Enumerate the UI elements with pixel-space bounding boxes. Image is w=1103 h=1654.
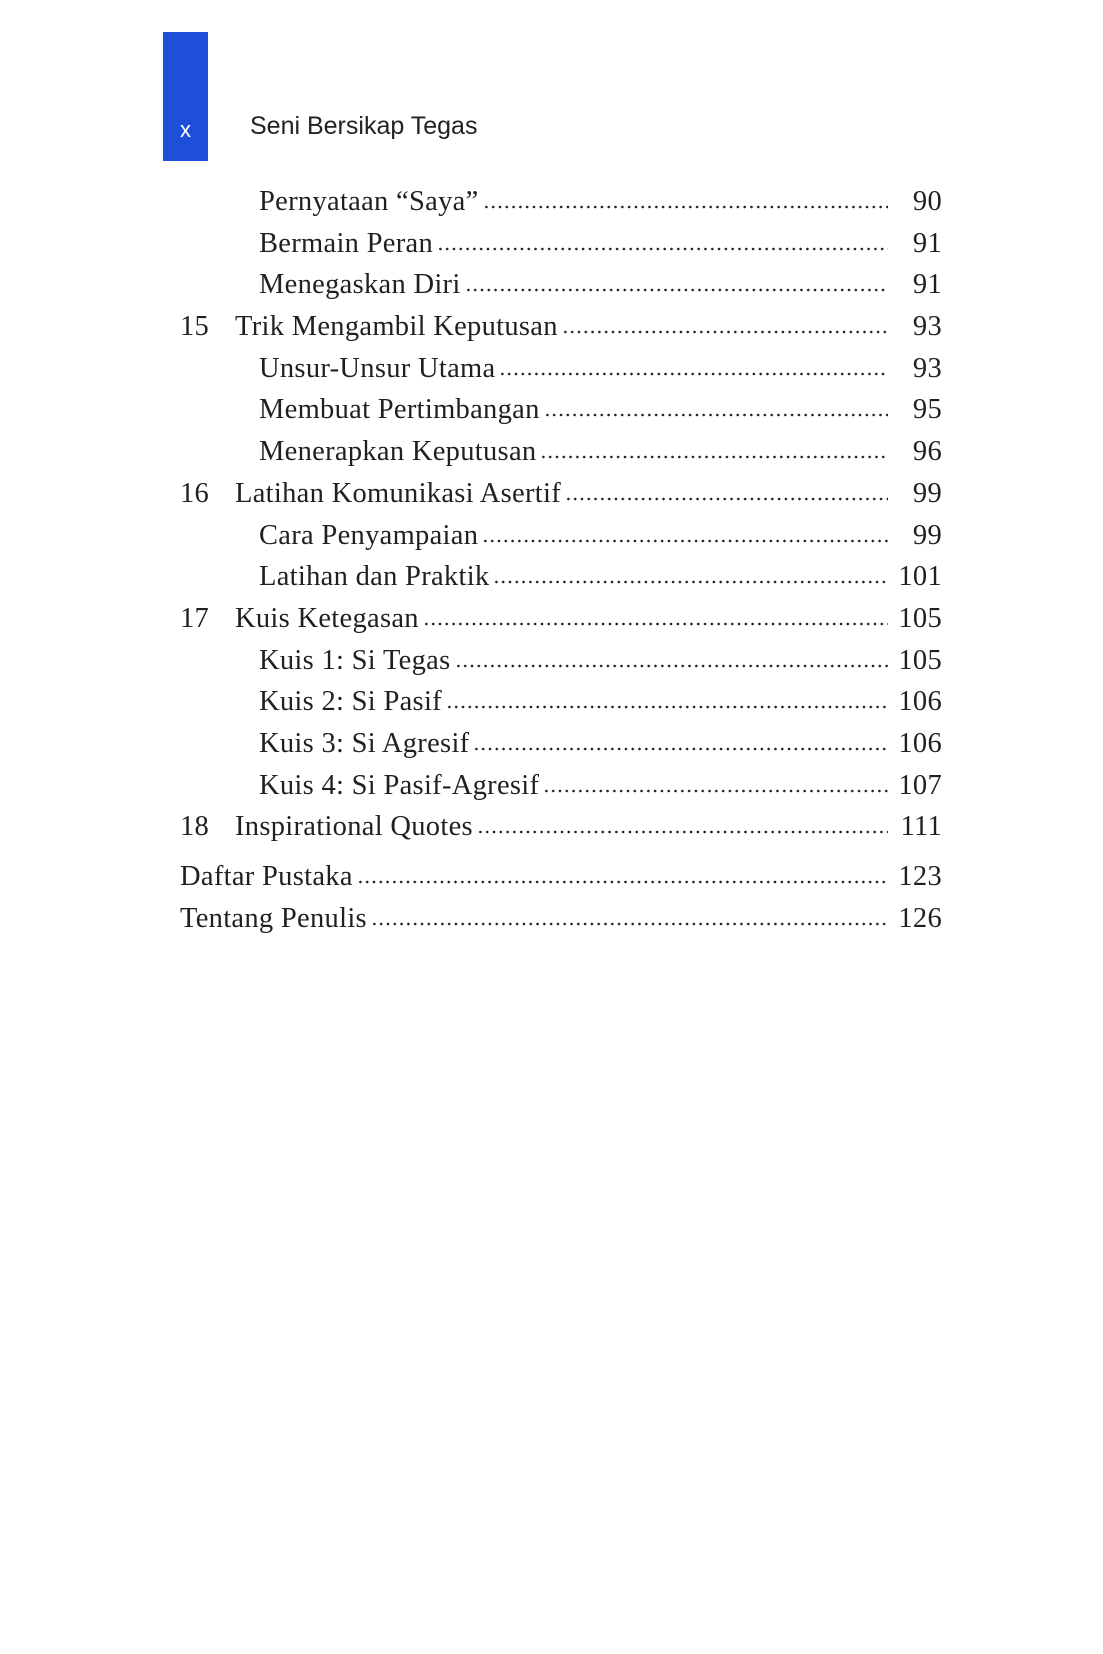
toc-entry-title: Inspirational Quotes bbox=[235, 811, 473, 843]
toc-chapter-number: 15 bbox=[180, 311, 210, 343]
page-number: x bbox=[180, 117, 191, 142]
toc-page-number: 95 bbox=[912, 394, 942, 426]
toc-page-number: 101 bbox=[898, 561, 942, 593]
toc-subsection-entry bbox=[180, 645, 942, 687]
toc-page-number: 93 bbox=[912, 311, 942, 343]
toc-chapter-entry bbox=[180, 311, 942, 353]
toc-subsection-entry bbox=[180, 561, 942, 603]
toc-dot-leader bbox=[565, 482, 888, 502]
toc-dot-leader bbox=[465, 273, 888, 293]
toc-page-number: 123 bbox=[898, 861, 942, 892]
toc-subsection-entry bbox=[180, 728, 942, 770]
toc-subsection-entry bbox=[180, 186, 942, 228]
toc-subsection-entry bbox=[180, 436, 942, 478]
toc-backmatter-entry bbox=[180, 861, 942, 903]
toc-subsection-entry bbox=[180, 353, 942, 395]
toc-chapter-entry bbox=[180, 603, 942, 645]
toc-chapter-number: 17 bbox=[180, 602, 210, 634]
toc-page-number: 105 bbox=[898, 602, 942, 634]
toc-chapter-entry bbox=[180, 811, 942, 853]
toc-dot-leader bbox=[493, 565, 888, 585]
toc-entry-title: Trik Mengambil Keputusan bbox=[235, 311, 558, 343]
toc-entry-title: Menegaskan Diri bbox=[259, 269, 461, 301]
toc-page-number: 107 bbox=[898, 769, 942, 801]
toc-entry-title: Pernyataan “Saya” bbox=[259, 186, 479, 217]
toc-dot-leader bbox=[540, 440, 888, 460]
toc-page-number: 126 bbox=[898, 902, 942, 934]
toc-chapter-number: 16 bbox=[180, 477, 210, 509]
toc-dot-leader bbox=[446, 690, 888, 710]
toc-page-number: 105 bbox=[898, 644, 942, 676]
toc-dot-leader bbox=[544, 398, 888, 418]
toc-chapter-number: 18 bbox=[180, 811, 210, 843]
toc-page-number: 99 bbox=[912, 519, 942, 551]
toc-entry-title: Kuis 3: Si Agresif bbox=[259, 727, 470, 759]
toc-entry-title: Kuis 4: Si Pasif-Agresif bbox=[259, 769, 540, 801]
toc-dot-leader bbox=[483, 190, 888, 210]
toc-page-number: 99 bbox=[912, 477, 942, 509]
toc-entry-title: Tentang Penulis bbox=[180, 902, 367, 934]
toc-entry-title: Daftar Pustaka bbox=[180, 861, 353, 892]
toc-dot-leader bbox=[423, 607, 888, 627]
toc-entry-title: Kuis 1: Si Tegas bbox=[259, 644, 451, 676]
toc-subsection-entry bbox=[180, 269, 942, 311]
toc-chapter-entry bbox=[180, 478, 942, 520]
toc-subsection-entry bbox=[180, 520, 942, 562]
toc-subsection-entry bbox=[180, 394, 942, 436]
page-number-tab bbox=[163, 32, 208, 161]
toc-entry-title: Kuis Ketegasan bbox=[235, 602, 419, 634]
toc-page-number: 96 bbox=[912, 436, 942, 468]
toc-dot-leader bbox=[437, 232, 888, 252]
toc-dot-leader bbox=[477, 815, 888, 835]
toc-subsection-entry bbox=[180, 228, 942, 270]
toc-page-number: 93 bbox=[912, 352, 942, 384]
toc-dot-leader bbox=[482, 524, 888, 544]
toc-dot-leader bbox=[562, 315, 888, 335]
toc-dot-leader bbox=[371, 907, 888, 927]
toc-page-number: 111 bbox=[900, 811, 942, 843]
toc-dot-leader bbox=[357, 865, 888, 885]
toc-entry-title: Membuat Pertimbangan bbox=[259, 394, 540, 426]
running-header-title: Seni Bersikap Tegas bbox=[250, 112, 478, 140]
toc-entry-title: Bermain Peran bbox=[259, 227, 434, 259]
toc-dot-leader bbox=[499, 357, 888, 377]
toc-entry-title: Latihan Komunikasi Asertif bbox=[235, 477, 561, 509]
toc-entry-title: Kuis 2: Si Pasif bbox=[259, 686, 442, 718]
toc-dot-leader bbox=[543, 774, 888, 794]
toc-entry-title: Menerapkan Keputusan bbox=[259, 436, 537, 468]
toc-page-number: 91 bbox=[912, 269, 942, 301]
toc-page-number: 106 bbox=[898, 686, 942, 718]
toc-page-number: 106 bbox=[898, 727, 942, 759]
toc-backmatter-entry bbox=[180, 903, 942, 945]
toc-subsection-entry bbox=[180, 770, 942, 812]
table-of-contents bbox=[180, 186, 942, 944]
toc-page-number: 90 bbox=[912, 186, 942, 217]
toc-entry-title: Latihan dan Praktik bbox=[259, 561, 490, 593]
toc-entry-title: Unsur-Unsur Utama bbox=[259, 352, 496, 384]
toc-dot-leader bbox=[455, 649, 889, 669]
toc-entry-title: Cara Penyampaian bbox=[259, 519, 479, 551]
toc-dot-leader bbox=[473, 732, 888, 752]
toc-page-number: 91 bbox=[912, 227, 942, 259]
toc-subsection-entry bbox=[180, 686, 942, 728]
